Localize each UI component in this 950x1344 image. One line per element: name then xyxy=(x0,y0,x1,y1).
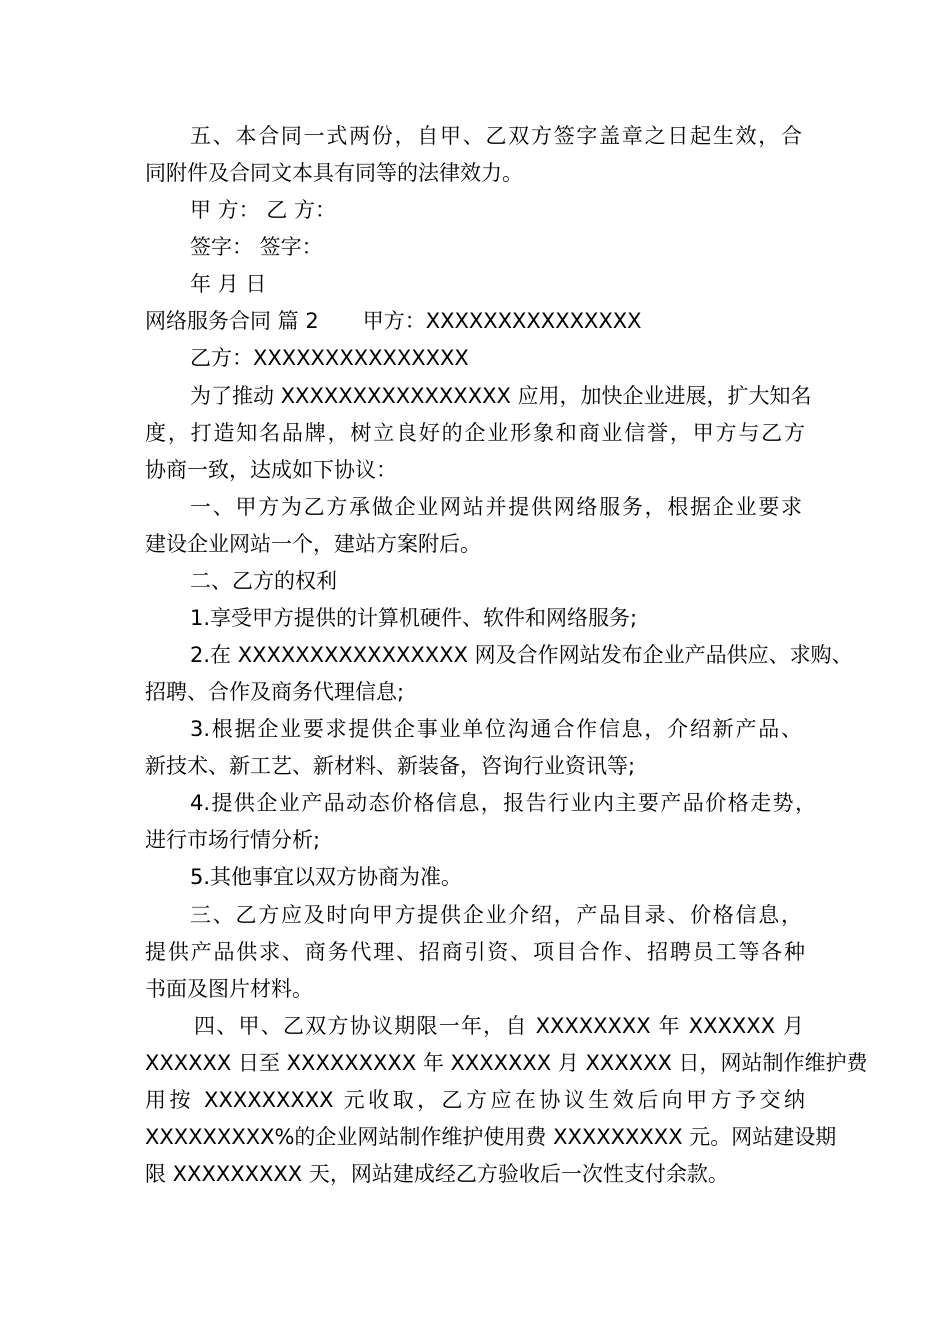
signature-line: 签字： 签字： xyxy=(190,235,323,259)
paragraph-line: 协商一致，达成如下协议： xyxy=(145,458,397,482)
paragraph-line: XXXXXXXXX%的企业网站制作维护使用费 XXXXXXXXX 元。网站建设期 xyxy=(145,1125,837,1149)
party-a-label: 甲方：XXXXXXXXXXXXXXX xyxy=(362,309,642,333)
paragraph-line: 为了推动 XXXXXXXXXXXXXXXX 应用，加快企业进展，扩大知名 xyxy=(190,384,812,408)
paragraph-line: 书面及图片材料。 xyxy=(145,977,313,1001)
list-item-continued: 进行市场行情分析; xyxy=(145,828,321,852)
section-heading-line xyxy=(145,306,642,336)
paragraph-line: 同附件及合同文本具有同等的法律效力。 xyxy=(145,161,523,185)
party-b-label: 乙方：XXXXXXXXXXXXXXX xyxy=(190,346,469,370)
list-item: 2.在 XXXXXXXXXXXXXXXX 网及合作网站发布企业产品供应、求购、 xyxy=(190,643,853,667)
signature-parties-line: 甲 方： 乙 方： xyxy=(190,198,337,222)
paragraph-line: 用按 XXXXXXXXX 元收取，乙方应在协议生效后向甲方予交纳 xyxy=(145,1088,805,1112)
paragraph-line: 限 XXXXXXXXX 天，网站建成经乙方验收后一次性支付余款。 xyxy=(145,1162,729,1186)
list-item: 1.享受甲方提供的计算机硬件、软件和网络服务; xyxy=(190,606,638,630)
list-item: 3.根据企业要求提供企事业单位沟通合作信息，介绍新产品、 xyxy=(190,717,802,741)
paragraph-line: 建设企业网站一个，建站方案附后。 xyxy=(145,532,481,556)
clause-heading: 二、乙方的权利 xyxy=(190,569,337,593)
paragraph-line: 度，打造知名品牌，树立良好的企业形象和商业信誉，甲方与乙方 xyxy=(145,421,805,445)
section-title: 网络服务合同 篇 2 xyxy=(145,309,319,333)
paragraph-line: 五、本合同一式两份，自甲、乙双方签字盖章之日起生效，合 xyxy=(190,124,802,148)
paragraph-line: 三、乙方应及时向甲方提供企业介绍，产品目录、价格信息， xyxy=(190,903,802,927)
date-line: 年 月 日 xyxy=(190,272,267,296)
list-item-continued: 招聘、合作及商务代理信息; xyxy=(145,680,405,704)
paragraph-line: 四、甲、乙双方协议期限一年，自 XXXXXXXX 年 XXXXXX 月 xyxy=(194,1014,804,1038)
list-item: 4.提供企业产品动态价格信息，报告行业内主要产品价格走势， xyxy=(190,791,816,815)
list-item: 5.其他事宜以双方协商为准。 xyxy=(190,865,463,889)
paragraph-line: 提供产品供求、商务代理、招商引资、项目合作、招聘员工等各种 xyxy=(145,940,805,964)
paragraph-line: 一、甲方为乙方承做企业网站并提供网络服务，根据企业要求 xyxy=(190,495,802,519)
list-item-continued: 新技术、新工艺、新材料、新装备，咨询行业资讯等; xyxy=(145,754,636,778)
paragraph-line: XXXXXX 日至 XXXXXXXXX 年 XXXXXXX 月 XXXXXX 日，网站制作维护费 xyxy=(145,1051,868,1075)
